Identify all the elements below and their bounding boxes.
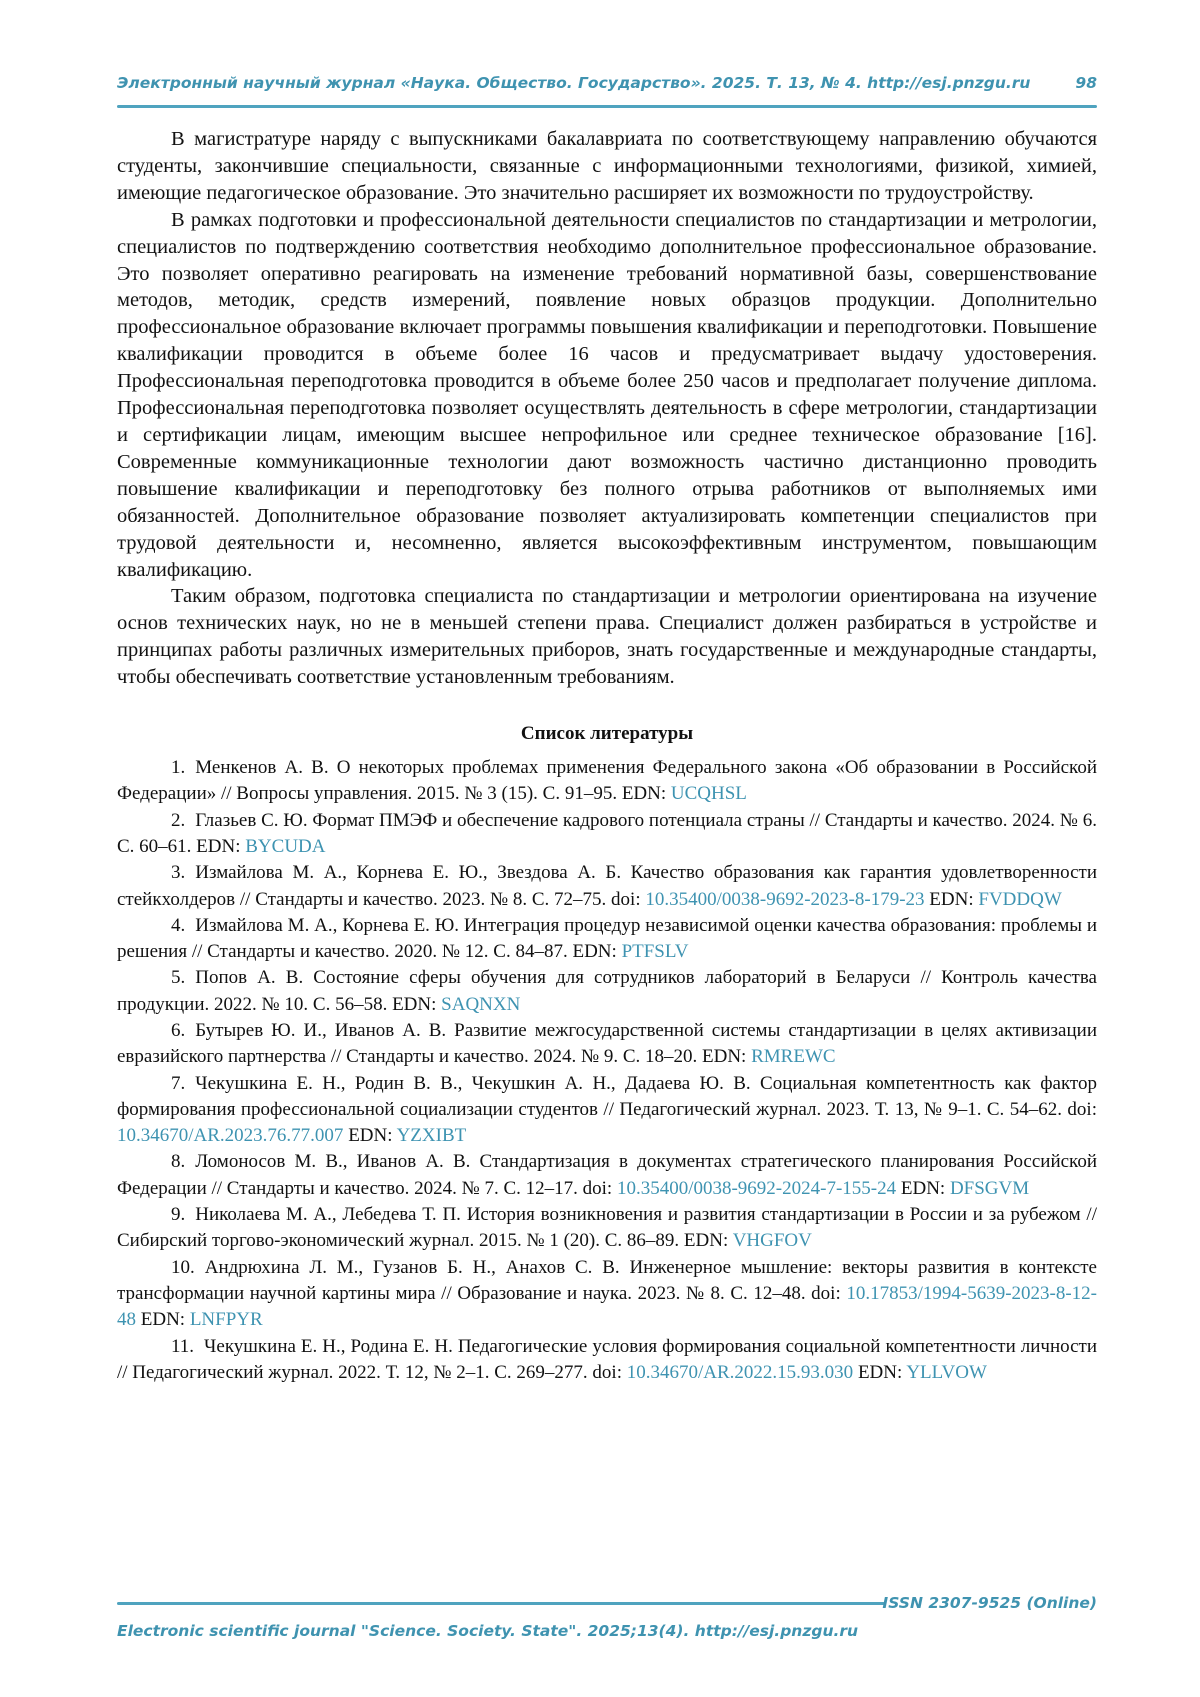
reference-number: 8. <box>171 1151 186 1173</box>
reference-item <box>117 965 1097 1018</box>
reference-doi-link[interactable]: 10.34670/AR.2022.15.93.030 <box>626 1361 854 1383</box>
footer-rule <box>117 1602 885 1605</box>
reference-edn-link[interactable]: LNFPYR <box>189 1309 263 1331</box>
reference-edn-link[interactable]: BYCUDA <box>245 835 326 857</box>
reference-number: 9. <box>171 1204 186 1226</box>
reference-number: 4. <box>171 914 186 936</box>
reference-text: Измайлова М. А., Корнева Е. Ю., Звездова А. Б. Качество образования как гарантия удовлетворенности стейкхолдеров // Стандарты и качество. 2023. № 8. С. 72–75. doi: <box>117 862 1097 910</box>
reference-text: Чекушкина Е. Н., Родина Е. Н. Педагогические условия формирования социальной компетентности личности // Педагогический журнал. 2022. Т. 12, № 2–1. С. 269–277. doi: <box>117 1335 1097 1383</box>
references-list <box>117 755 1097 1386</box>
reference-doi-link[interactable]: 10.35400/0038-9692-2023-8-179-23 <box>645 888 925 910</box>
reference-item <box>117 755 1097 808</box>
references-title: Список литературы <box>520 723 694 745</box>
reference-number: 3. <box>171 862 186 884</box>
article-body <box>117 126 1097 1386</box>
reference-text: Менкенов А. В. О некоторых проблемах применения Федерального закона «Об образовании в Российской Федерации» // Вопросы управления. 2015. № 3 (15). С. 91–95. EDN: <box>117 757 1097 805</box>
reference-edn-link[interactable]: YLLVOW <box>906 1361 987 1383</box>
reference-text: Ломоносов М. В., Иванов А. В. Стандартизация в документах стратегического планирования Российской Федерации // Стандарты и качество. 2024. № 7. С. 12–17. doi: <box>117 1151 1097 1199</box>
edn-label: EDN: <box>900 1177 946 1199</box>
reference-text: Глазьев С. Ю. Формат ПМЭФ и обеспечение кадрового потенциала страны // Стандарты и качество. 2024. № 6. С. 60–61. EDN: <box>117 809 1097 857</box>
reference-doi-link[interactable]: 10.34670/AR.2023.76.77.007 <box>117 1125 344 1147</box>
footer-issn: ISSN 2307-9525 (Online) <box>882 1594 1097 1612</box>
reference-edn-link[interactable]: UCQHSL <box>670 783 747 805</box>
page-number: 98 <box>1075 74 1097 92</box>
footer-journal-title: Electronic scientific journal "Science. Society. State". 2025;13(4). http://esj.pnzgu.ru <box>117 1622 859 1640</box>
reference-number: 7. <box>171 1072 186 1094</box>
reference-number: 2. <box>171 809 186 831</box>
reference-number: 1. <box>171 757 186 779</box>
reference-text: Николаева М. А., Лебедева Т. П. История возникновения и развития стандартизации в России и за рубежом // Сибирский торгово-экономический журнал. 2015. № 1 (20). С. 86–89. EDN: <box>117 1204 1097 1252</box>
reference-edn-link[interactable]: VHGFOV <box>732 1230 812 1252</box>
reference-item <box>117 1149 1097 1202</box>
reference-item <box>117 808 1097 861</box>
reference-text: Андрюхина Л. М., Гузанов Б. Н., Анахов С. В. Инженерное мышление: векторы развития в контексте трансформации научной картины мира // Образование и наука. 2023. № 8. С. 12–48. doi: <box>117 1256 1097 1304</box>
paragraph: Таким образом, подготовка специалиста по стандартизации и метрологии ориентирована на изучение основ технических наук, но не в меньшей степени права. Специалист должен разбираться в устройстве и принципах работы различных измерительных приборов, знать государственные и международные стандарты, чтобы обеспечивать соответствие установленным требованиям. <box>117 585 1097 689</box>
reference-number: 5. <box>171 967 186 989</box>
paragraph: В магистратуре наряду с выпускниками бакалавриата по соответствующему направлению обучаются студенты, закончившие специальности, связанные с информационными технологиями, физикой, химией, имеющие педагогическое образование. Это значительно расширяет их возможности по трудоустройству. <box>117 128 1097 204</box>
reference-doi-link[interactable]: 10.17853/1994-5639-2023-8-12-48 <box>117 1282 1098 1331</box>
reference-edn-link[interactable]: DFSGVM <box>949 1177 1030 1199</box>
reference-edn-link[interactable]: FVDDQW <box>978 888 1062 910</box>
reference-edn-link[interactable]: YZXIBT <box>396 1125 467 1147</box>
reference-number: 11. <box>171 1335 195 1357</box>
reference-number: 6. <box>171 1020 186 1041</box>
header-journal-title: Электронный научный журнал «Наука. Общество. Государство». 2025. Т. 13, № 4. http://esj.pnzgu.ru <box>117 74 1031 92</box>
edn-label: EDN: <box>857 1361 903 1383</box>
reference-item <box>117 860 1097 913</box>
reference-edn-link[interactable]: PTFSLV <box>621 941 689 963</box>
edn-label: EDN: <box>140 1309 186 1331</box>
reference-text: Бутырев Ю. И., Иванов А. В. Развитие межгосударственной системы стандартизации в целях активизации евразийского партнерства // Стандарты и качество. 2024. № 9. С. 18–20. EDN: <box>117 1020 1097 1068</box>
reference-doi-link[interactable]: 10.35400/0038-9692-2024-7-155-24 <box>616 1177 897 1199</box>
reference-item <box>117 1202 1097 1255</box>
reference-edn-link[interactable]: RMREWC <box>751 1046 836 1068</box>
reference-text: Измайлова М. А., Корнева Е. Ю. Интеграция процедур независимой оценки качества образования: проблемы и решения // Стандарты и качество. 2020. № 12. С. 84–87. EDN: <box>117 914 1097 963</box>
reference-item <box>117 913 1097 966</box>
reference-number: 10. <box>171 1256 195 1278</box>
reference-text: Попов А. В. Состояние сферы обучения для сотрудников лабораторий в Беларуси // Контроль качества продукции. 2022. № 10. С. 56–58. EDN: <box>117 967 1097 1015</box>
header-rule <box>117 105 1097 108</box>
edn-label: EDN: <box>929 888 974 910</box>
reference-item <box>117 1334 1097 1387</box>
reference-item <box>117 1018 1097 1071</box>
reference-item <box>117 1255 1097 1334</box>
running-header <box>117 74 1097 96</box>
edn-label: EDN: <box>348 1125 393 1147</box>
paragraph: В рамках подготовки и профессиональной деятельности специалистов по стандартизации и метрологии, специалистов по подтверждению соответствия необходимо дополнительное профессиональное образование. Это позволяет оперативно реагировать на изменение требований нормативной базы, совершенствование методов, методик, средств измерений, появление новых образцов продукции. Дополнительно профессиональное образование включает программы повышения квалификации и переподготовки. Повышение квалификации проводится в объеме более 16 часов и предусматривает выдачу удостоверения. Профессиональная переподготовка проводится в объеме более 250 часов и предполагает получение диплома. Профессиональная переподготовка позволяет осуществлять деятельность в сфере метрологии, стандартизации и сертификации лицам, имеющим высшее непрофильное или среднее техническое образование [16]. Современные коммуникационные технологии дают возможность частично дистанционно проводить повышение квалификации и переподготовку без полного отрыва работников от выполняемых ими обязанностей. Дополнительное образование позволяет актуализировать компетенции специалистов при трудовой деятельности и, несомненно, является высокоэффективным инструментом, повышающим квалификацию. <box>117 208 1097 581</box>
reference-edn-link[interactable]: SAQNXN <box>441 993 521 1015</box>
reference-text: Чекушкина Е. Н., Родин В. В., Чекушкин А. Н., Дадаева Ю. В. Социальная компетентность как фактор формирования профессиональной социализации студентов // Педагогический журнал. 2023. Т. 13, № 9–1. С. 54–62. doi: <box>117 1072 1097 1120</box>
reference-item <box>117 1071 1097 1150</box>
